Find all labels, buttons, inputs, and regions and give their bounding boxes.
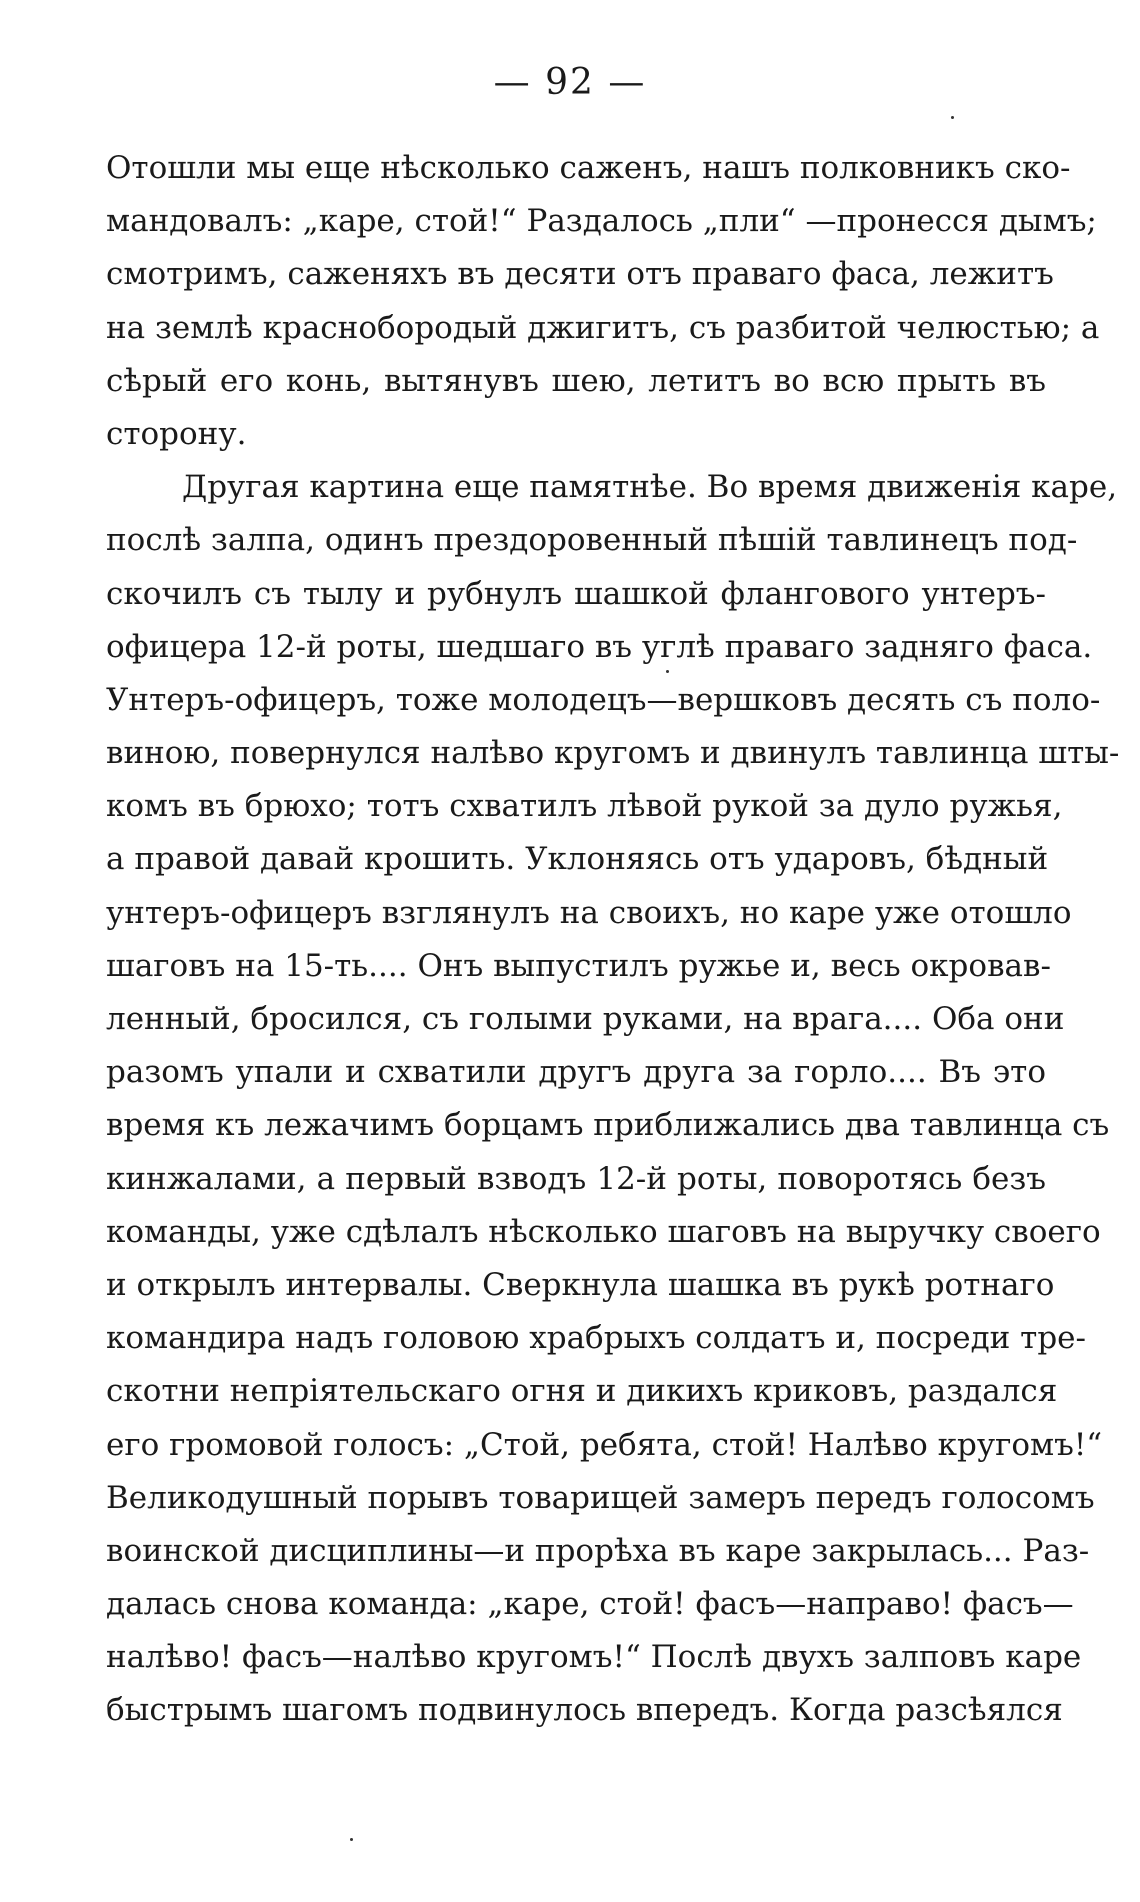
- text-line: скочилъ съ тылу и рубнулъ шашкой флангового унтеръ-: [106, 575, 1046, 612]
- text-line: сторону.: [106, 415, 247, 452]
- text-line: офицера 12-й роты, шедшаго въ углѣ праваго задняго фаса.: [106, 628, 1093, 665]
- text-line: команды, уже сдѣлалъ нѣсколько шаговъ на выручку своего: [106, 1213, 1101, 1250]
- text-line: воинской дисциплины—и прорѣха въ каре закрылась... Раз-: [106, 1532, 1090, 1569]
- text-line: послѣ залпа, одинъ прездоровенный пѣшій тавлинецъ под-: [106, 522, 1078, 559]
- text-line: Унтеръ-офицеръ, тоже молодецъ—вершковъ десять съ поло-: [106, 681, 1101, 718]
- page-number: — 92 —: [493, 62, 647, 103]
- print-speck: [951, 116, 954, 119]
- body-text: [106, 142, 1120, 1738]
- text-line: а правой давай крошить. Уклоняясь отъ ударовъ, бѣдный: [106, 841, 1049, 878]
- text-line: Отошли мы еще нѣсколько саженъ, нашъ полковникъ ско-: [106, 150, 1071, 186]
- text-line: ленный, бросился, съ голыми руками, на врага.... Оба они: [106, 1001, 1065, 1037]
- print-speck: [350, 1838, 353, 1841]
- text-line: командира надъ головою храбрыхъ солдатъ и, посреди тре-: [106, 1320, 1086, 1357]
- text-line: шаговъ на 15-ть.... Онъ выпустилъ ружье и, весь окровав-: [106, 947, 1051, 984]
- text-line: комъ въ брюхо; тотъ схватилъ лѣвой рукой за дуло ружья,: [106, 788, 1063, 825]
- text-line: кинжалами, а первый взводъ 12-й роты, поворотясь безъ: [106, 1160, 1046, 1197]
- text-line: Великодушный порывъ товарищей замеръ передъ голосомъ: [106, 1479, 1095, 1516]
- text-line: и открылъ интервалы. Сверкнула шашка въ рукѣ ротнаго: [106, 1266, 1055, 1303]
- text-line: быстрымъ шагомъ подвинулось впередъ. Когда разсѣялся: [106, 1692, 1063, 1729]
- text-line: скотни непріятельскаго огня и дикихъ криковъ, раздался: [106, 1373, 1058, 1410]
- text-line: время къ лежачимъ борцамъ приближались два тавлинца съ: [106, 1107, 1110, 1144]
- print-speck: [666, 670, 669, 673]
- text-line: смотримъ, саженяхъ въ десяти отъ праваго фаса, лежитъ: [106, 256, 1054, 293]
- text-line: далась снова команда: „каре, стой! фасъ—направо! фасъ—: [106, 1586, 1074, 1623]
- text-line: мандовалъ: „каре, стой!“ Раздалось „пли“ —пронесся дымъ;: [106, 203, 1097, 240]
- text-line: сѣрый его конь, вытянувъ шею, летитъ во всю прыть въ: [106, 362, 1046, 399]
- text-line: его громовой голосъ: „Стой, ребята, стой! Налѣво кругомъ!“: [106, 1426, 1103, 1463]
- text-line: разомъ упали и схватили другъ друга за горло.... Въ это: [106, 1054, 1046, 1091]
- text-line: виною, повернулся налѣво кругомъ и двинулъ тавлинца шты-: [106, 735, 1120, 772]
- text-line: унтеръ-офицеръ взглянулъ на своихъ, но каре уже отошло: [106, 894, 1072, 931]
- text-line: Другая картина еще памятнѣе. Во время движенія каре,: [182, 469, 1118, 506]
- text-line: налѣво! фасъ—налѣво кругомъ!“ Послѣ двухъ залповъ каре: [106, 1639, 1082, 1676]
- text-line: на землѣ краснобородый джигитъ, съ разбитой челюстью; а: [106, 309, 1100, 346]
